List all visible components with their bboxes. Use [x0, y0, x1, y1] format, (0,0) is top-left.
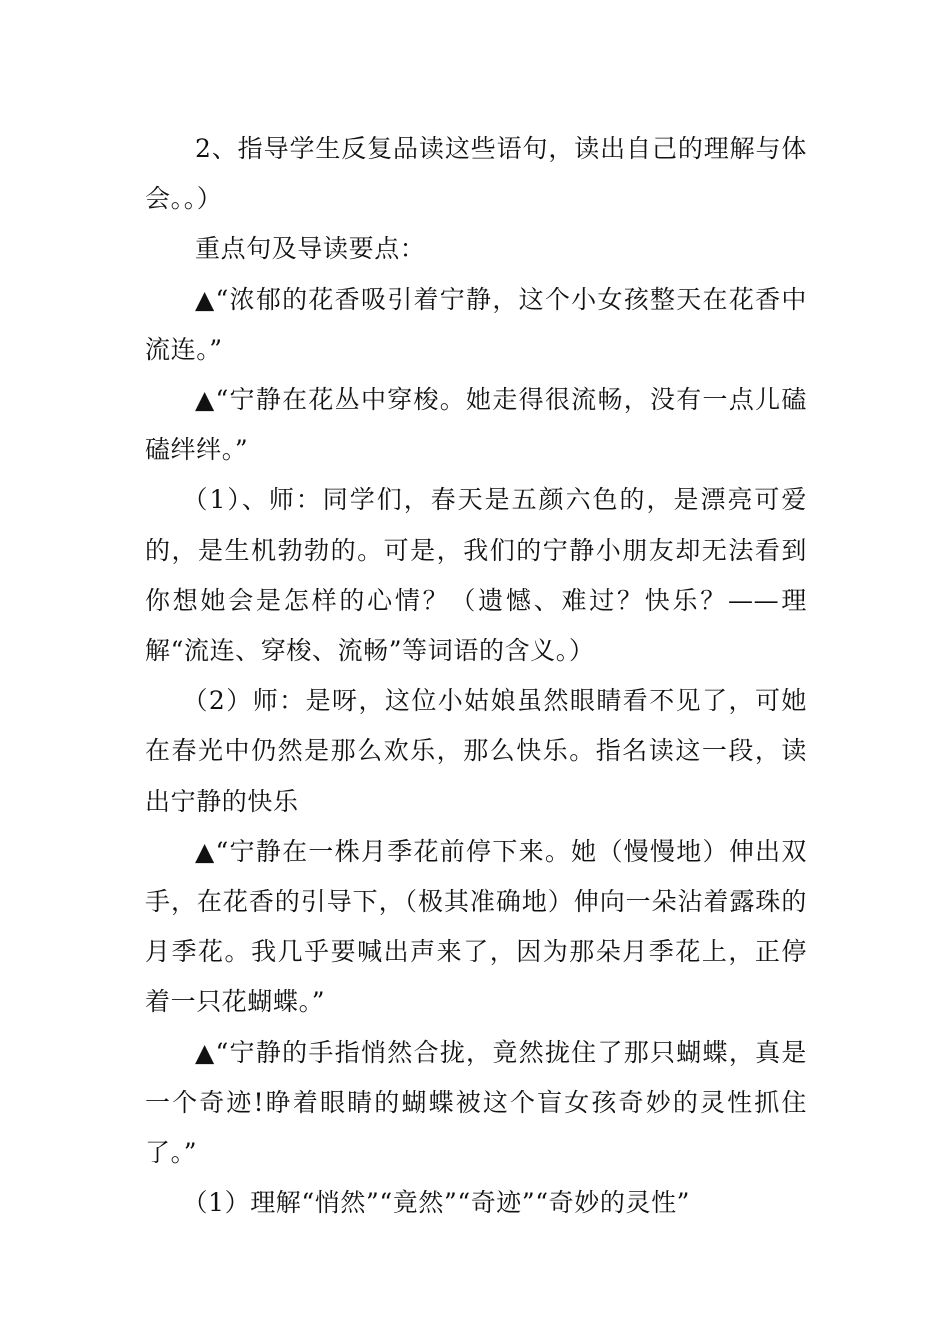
paragraph-teacher-step-2: （2）师：是呀，这位小姑娘虽然眼睛看不见了，可她在春光中仍然是那么欢乐，那么快乐。指名读这一段，读出宁静的快乐 [145, 686, 807, 816]
paragraph-quote-butterfly: ▲“宁静的手指悄然合拢，竟然拢住了那只蝴蝶，真是一个奇迹!睁着眼睛的蝴蝶被这个盲女孩奇妙的灵性抓住了。” [145, 1037, 807, 1168]
paragraph-teacher-step-1: （1）、师：同学们，春天是五颜六色的，是漂亮可爱的，是生机勃勃的。可是，我们的宁静小朋友却无法看到你想她会是怎样的心情？（遗憾、难过？快乐？——理解“流连、穿梭、流畅”等词语的含义。） [145, 485, 807, 666]
paragraph-quote-fragrance: ▲“浓郁的花香吸引着宁静，这个小女孩整天在花香中流连。” [145, 284, 807, 364]
document-page [145, 124, 807, 1228]
paragraph-quote-rose: ▲“宁静在一株月季花前停下来。她（慢慢地）伸出双手，在花香的引导下，（极其准确地）伸向一朵沾着露珠的月季花。我几乎要喊出声来了，因为那朵月季花上，正停着一只花蝴蝶。” [145, 836, 807, 1017]
paragraph-understand-words: （1）理解“悄然”“竟然”“奇迹”“奇妙的灵性” [182, 1188, 691, 1218]
paragraph-instruction: 2、指导学生反复品读这些语句，读出自己的理解与体会。。） [145, 134, 807, 214]
paragraph-key-points-heading: 重点句及导读要点： [195, 234, 426, 264]
paragraph-quote-flowers: ▲“宁静在花丛中穿梭。她走得很流畅，没有一点儿磕磕绊绊。” [145, 385, 807, 465]
